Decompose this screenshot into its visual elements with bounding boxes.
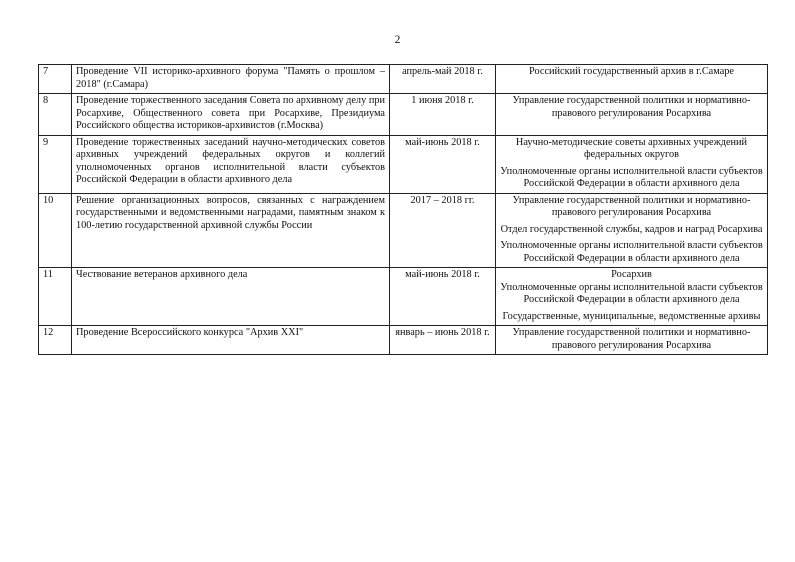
responsible-party: Российский государственный архив в г.Самаре [529, 66, 734, 77]
table-row [39, 193, 768, 268]
event-description: Проведение торжественных заседаний научно-методических советов архивных учреждений федеральных округов и коллегий уполномоченных органов исполнительной власти субъектов Российской Федерации в области архивного дела [72, 135, 390, 193]
responsible-party: Уполномоченные органы исполнительной власти субъектов Российской Федерации в области архивного дела [500, 281, 763, 305]
event-term: январь – июнь 2018 г. [390, 326, 496, 355]
table-row [39, 94, 768, 136]
row-number: 7 [39, 65, 72, 94]
responsible-cell [496, 193, 768, 268]
event-description: Решение организационных вопросов, связанных с награждением государственными и ведомственными наградами, памятным знаком к 100-летию государственной архивной службы России [72, 193, 390, 268]
responsible-party: Управление государственной политики и нормативно-правового регулирования Росархива [512, 95, 751, 119]
event-description: Проведение Всероссийского конкурса "Архив XXI" [72, 326, 390, 355]
row-number: 8 [39, 94, 72, 136]
row-number: 9 [39, 135, 72, 193]
event-description: Проведение торжественного заседания Совета по архивному делу при Росархиве, Общественного совета при Росархиве, Президиума Российского общества историков-архивистов (г.Москва) [72, 94, 390, 136]
responsible-party: Государственные, муниципальные, ведомственные архивы [502, 310, 761, 322]
event-term: май-июнь 2018 г. [390, 268, 496, 326]
event-description: Проведение VII историко-архивного форума "Память о прошлом – 2018" (г.Самара) [72, 65, 390, 94]
responsible-party: Уполномоченные органы исполнительной власти субъектов Российской Федерации в области архивного дела [500, 165, 763, 189]
responsible-party: Отдел государственной службы, кадров и наград Росархива [500, 223, 763, 235]
responsible-party: Научно-методические советы архивных учреждений федеральных округов [515, 136, 748, 160]
responsible-cell [496, 268, 768, 326]
table-row [39, 135, 768, 193]
responsible-cell [496, 94, 768, 136]
responsible-party: Росархив [611, 269, 652, 280]
responsible-cell [496, 135, 768, 193]
responsible-cell [496, 326, 768, 355]
table-row [39, 268, 768, 326]
events-table [38, 64, 768, 355]
page-number: 2 [394, 34, 401, 46]
responsible-party: Уполномоченные органы исполнительной власти субъектов Российской Федерации в области архивного дела [500, 240, 763, 264]
row-number: 12 [39, 326, 72, 355]
event-description: Чествование ветеранов архивного дела [72, 268, 390, 326]
responsible-cell [496, 65, 768, 94]
responsible-party: Управление государственной политики и нормативно-правового регулирования Росархива [512, 194, 751, 218]
event-term: май-июнь 2018 г. [390, 135, 496, 193]
row-number: 11 [39, 268, 72, 326]
table-row [39, 65, 768, 94]
event-term: 2017 – 2018 гг. [390, 193, 496, 268]
event-term: 1 июня 2018 г. [390, 94, 496, 136]
table-row [39, 326, 768, 355]
responsible-party: Управление государственной политики и нормативно-правового регулирования Росархива [512, 327, 751, 351]
event-term: апрель-май 2018 г. [390, 65, 496, 94]
row-number: 10 [39, 193, 72, 268]
